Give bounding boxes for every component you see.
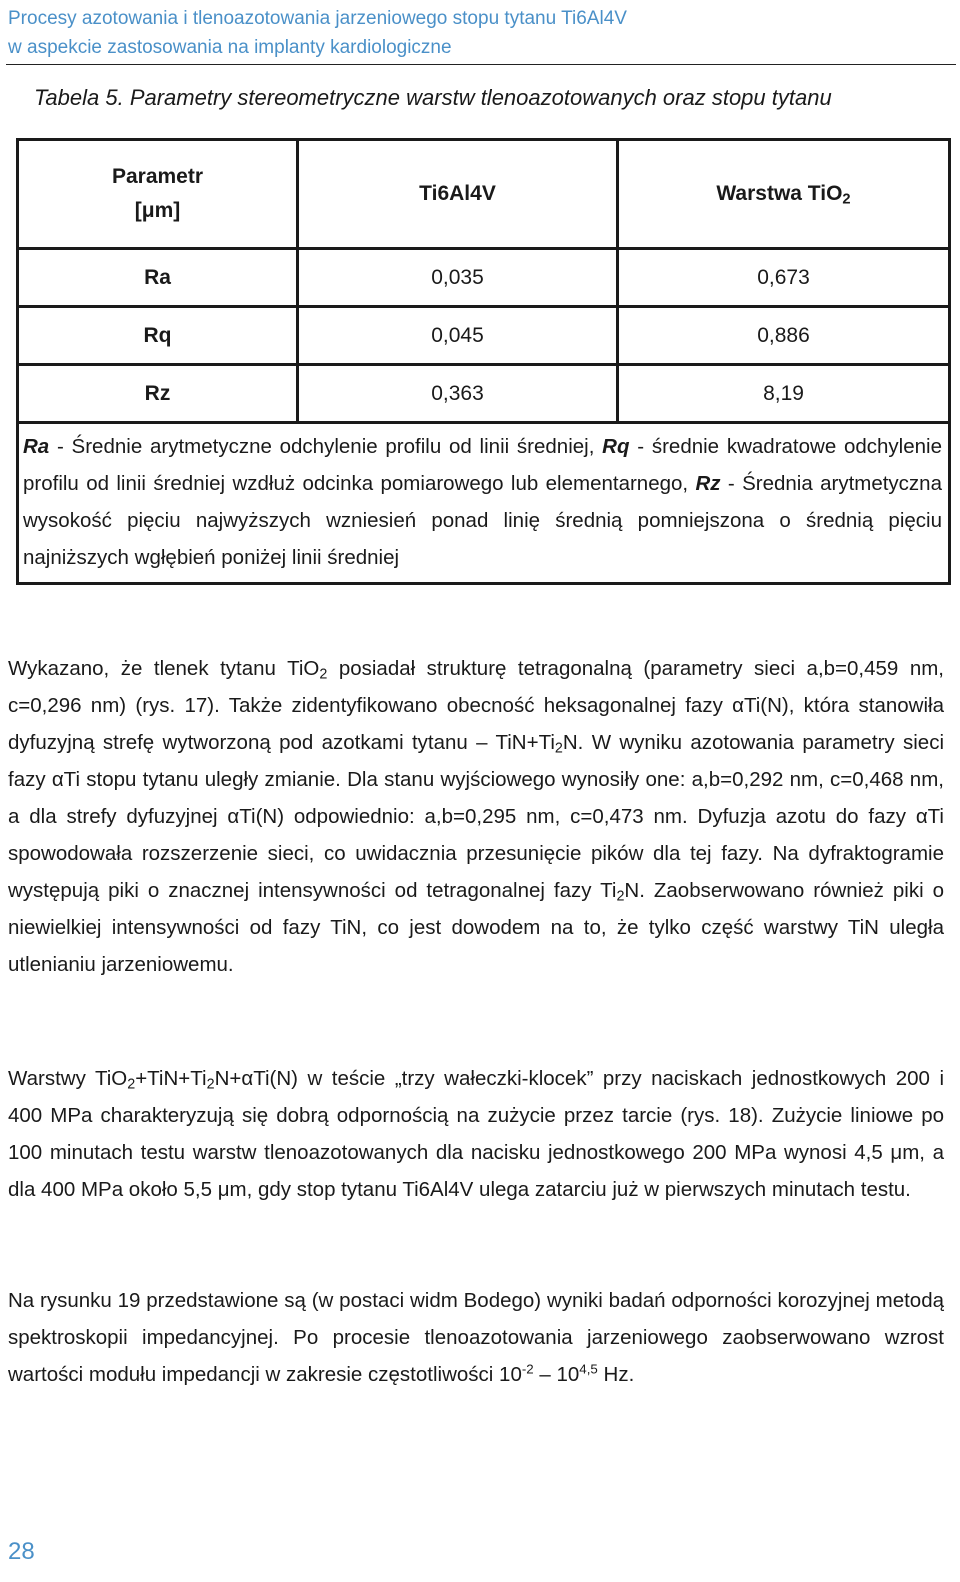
row-layer-value: 0,673 [618, 249, 950, 307]
row-ti-value: 0,045 [298, 307, 618, 365]
paragraph-corrosion: Na rysunku 19 przedstawione są (w postaci widm Bodego) wyniki badań odporności korozyjnej metodą spektroskopii impedancyjnej. Po procesie tlenoazotowania jarzeniowego zaobserwowano wzrost wartości modułu impedancji w zakresie częstotliwości $10^{-2} - 10^{4,5}$ Hz. [8, 1289, 944, 1386]
row-layer-value: 8,19 [618, 365, 950, 423]
parameters-table [16, 138, 951, 585]
table-note-row [18, 423, 950, 584]
row-ti-value: 0,035 [298, 249, 618, 307]
row-param: Rz [18, 365, 298, 423]
table-row [18, 249, 950, 307]
paragraph-structure: Wykazano, że tlenek tytanu TiO$_2$ posiadał strukturę tetragonalną (parametry sieci a,b=0,459 nm, c=0,296 nm) (rys. 17). Także zidentyfikowano obecność heksagonalnej fazy αTi(N), która stanowiła dyfuzyjną strefę wytworzoną pod azotkami $tytanu - TiN+Ti_2N$. W wyniku azotowania parametry sieci fazy αTi stopu tytanu uległy zmianie. Dla stanu wyjściowego wynosiły one: a,b=0,292 nm, c=0,468 nm, a dla strefy dyfuzyjnej αTi(N) odpowiednio: a,b=0,295 nm, c=0,473 nm. Dyfuzja azotu do fazy αTi spowodowała rozszerzenie sieci, co uwidacznia przesunięcie pików dla tej fazy. Na dyfraktogramie występują piki o znacznej intensywności od tetragonalnej fazy $Ti_2N$. Zaobserwowano również piki o niewielkiej intensywności od fazy TiN, co jest dowodem na to, że tylko część warstwy TiN uległa utlenianiu jarzeniowemu. [8, 657, 944, 976]
paragraph-wear: Warstwy $TiO_2+TiN+Ti_2N+\alpha Ti(N)$ w teście „trzy wałeczki-klocek” przy naciskach jednostkowych 200 i 400 MPa charakteryzują się dobrą odpornością na zużycie przez tarcie (rys. 18). Zużycie liniowe po 100 minutach testu warstw tlenoazotowanych dla nacisku jednostkowego 200 MPa wynosi 4,5 μm, a dla 400 MPa około 5,5 μm, gdy stop tytanu Ti6Al4V ulega zatarciu już w pierwszych minutach testu. [8, 1067, 945, 1201]
header-parameter: Parametr [μm] [18, 140, 298, 249]
row-param: Ra [18, 249, 298, 307]
header-divider [6, 64, 956, 65]
table-row [18, 307, 950, 365]
header-tio2-layer: Warstwa TiO$_2$ [618, 140, 950, 249]
header-ti6al4v: Ti6Al4V [298, 140, 618, 249]
header-line-1: Procesy azotowania i tlenoazotowania jarzeniowego stopu tytanu Ti6Al4V [8, 8, 627, 29]
row-layer-value: 0,886 [618, 307, 950, 365]
row-ti-value: 0,363 [298, 365, 618, 423]
header-line-2: w aspekcie zastosowania na implanty kardiologiczne [8, 37, 452, 58]
table-caption: Tabela 5. Parametry stereometryczne warstw tlenoazotowanych oraz stopu tytanu [34, 85, 832, 110]
table-row [18, 365, 950, 423]
page-number: 28 [8, 1538, 35, 1565]
running-header [8, 4, 958, 62]
row-param: Rq [18, 307, 298, 365]
table-header-row [18, 140, 950, 249]
table-footnote: Ra - Średnie arytmetyczne odchylenie profilu od linii średniej, Rq - średnie kwadratowe odchylenie profilu od linii średniej wzdłuż odcinka pomiarowego lub elementarnego, Rz - Średnia arytmetyczna wysokość pięciu najwyższych wzniesień ponad linię średnią pomniejszona o średnią pięciu najniższych wgłębień poniżej linii średniej [18, 423, 950, 584]
